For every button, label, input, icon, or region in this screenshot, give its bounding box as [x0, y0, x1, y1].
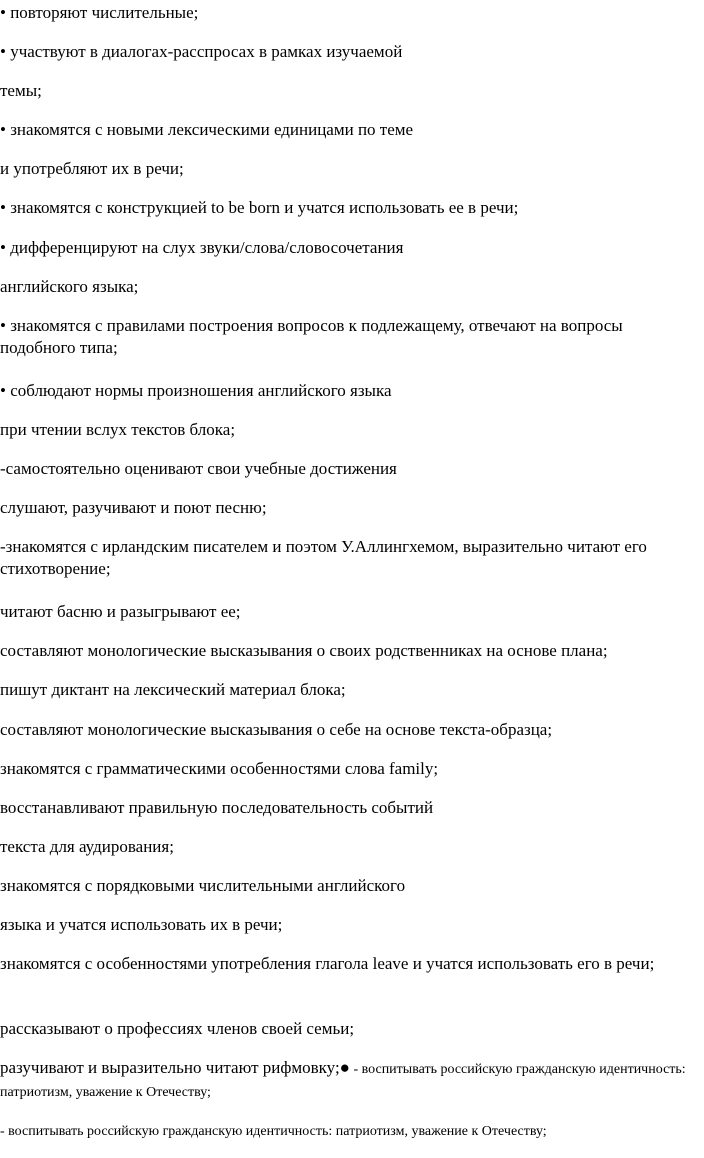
text-line: • повторяют числительные; [0, 3, 199, 22]
rhyme-text: разучивают и выразительно читают рифмовку; [0, 1058, 340, 1077]
text-line: • участвуют в диалогах-расспросах в рамках изучаемой [0, 42, 403, 61]
text-line: языка и учатся использовать их в речи; [0, 915, 283, 934]
text-line: • знакомятся с новыми лексическими единицами по теме [0, 120, 414, 139]
text-line: • соблюдают нормы произношения английского языка [0, 381, 392, 400]
text-line: знакомятся с особенностями употребления глагола leave и учатся использовать его в речи; [0, 954, 655, 973]
text-line: составляют монологические высказывания о своих родственниках на основе плана; [0, 641, 608, 660]
text-line: -самостоятельно оценивают свои учебные достижения [0, 459, 397, 478]
text-line: • дифференцируют на слух звуки/слова/словосочетания [0, 238, 404, 257]
text-line: и употребляют их в речи; [0, 159, 184, 178]
text-line: знакомятся с грамматическими особенностями слова family; [0, 759, 439, 778]
text-line: знакомятся с порядковыми числительными английского [0, 876, 406, 895]
text-line: английского языка; [0, 277, 139, 296]
text-line: -знакомятся с ирландским писателем и поэтом У.Аллингхемом, выразительно читают его стихотворение; [0, 537, 647, 578]
final-goal-text: - воспитывать российскую гражданскую идентичность: патриотизм, уважение к Отечеству; [0, 1124, 547, 1139]
bullet-icon: ● [339, 1058, 350, 1077]
small-goal-text: - воспитывать российскую гражданскую идентичность: патриотизм, уважение к Отечеству; [0, 1062, 686, 1100]
text-line: • знакомятся с правилами построения вопросов к подлежащему, отвечают на вопросы подобного типа; [0, 316, 623, 357]
text-line: текста для аудирования; [0, 837, 174, 856]
text-line: слушают, разучивают и поют песню; [0, 498, 267, 517]
text-line: читают басню и разыгрывают ее; [0, 602, 241, 621]
text-line: темы; [0, 81, 42, 100]
text-line: при чтении вслух текстов блока; [0, 420, 236, 439]
mixed-text-line [0, 1057, 700, 1103]
text-line: составляют монологические высказывания о себе на основе текста-образца; [0, 720, 553, 739]
text-line: • знакомятся с конструкцией to be born и учатся использовать ее в речи; [0, 198, 519, 217]
text-line: пишут диктант на лексический материал блока; [0, 680, 346, 699]
text-line: восстанавливают правильную последовательность событий [0, 798, 434, 817]
text-line: рассказывают о профессиях членов своей семьи; [0, 1019, 355, 1038]
